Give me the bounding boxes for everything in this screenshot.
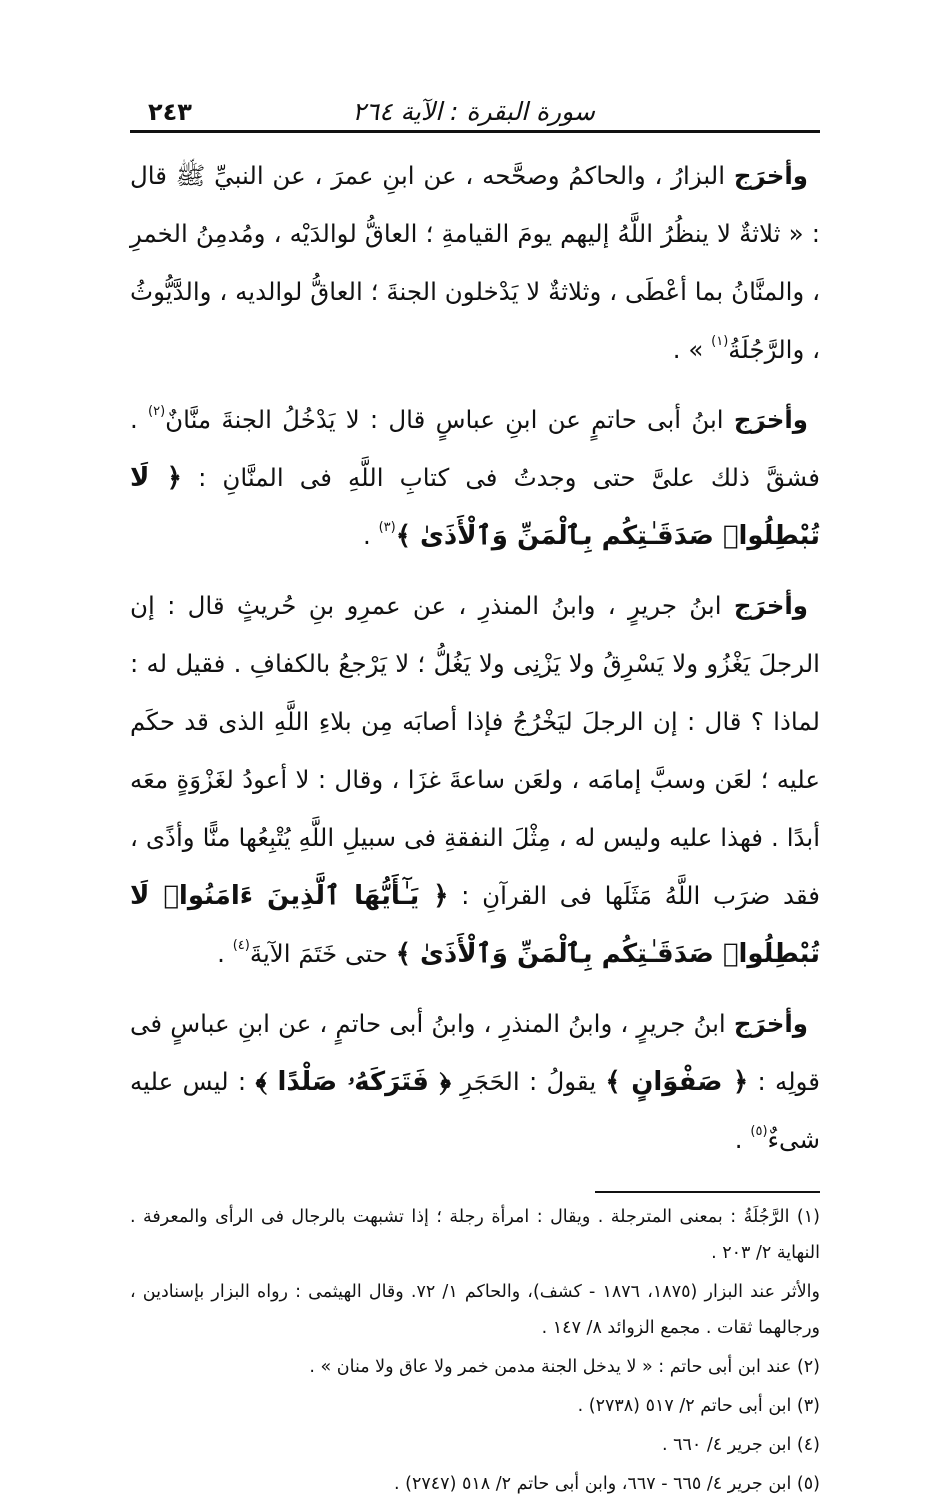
paragraph-tail: . bbox=[734, 1125, 751, 1154]
paragraph-text: ابنُ جريرٍ ، وابنُ المنذرِ ، عن عمرِو بنِ حُريثٍ قال : إن الرجلَ يَغْزُو ولا يَسْرِقُ ولا يَزْنِى ولا يَغُلُّ ؛ لا يَرْجعُ بالكفافِ . فقيل له : لماذا ؟ قال : إن الرجلَ ليَخْرُجُ فإذا أصابَه مِن بلاءِ اللَّهِ الذى قد حكَم عليه ؛ لعَن وسبَّ إمامَه ، ولعَن ساعةَ غزَا ، وقال : لا أعودُ لغَزْوَةٍ معَه أبدًا . فهذا عليه وليس له ، مِثْلَ النفقةِ فى سبيلِ اللَّهِ يُتْبِعُها منًّا وأذًى ، فقد ضرَب اللَّهُ مَثَلَها فى القرآنِ : bbox=[130, 591, 821, 910]
paragraph-text: ابنُ جريرٍ ، وابنُ المنذرِ ، وابنُ أبى حاتمٍ ، عن ابنِ عباسٍ فى قولِه : bbox=[130, 1009, 820, 1096]
quran-quote: ﴿ لَا تُبْطِلُوا۟ صَدَقَـٰتِكُم بِٱلْمَنِّ وَٱلْأَذَىٰ ﴾ bbox=[130, 463, 820, 551]
quran-quote: ﴿ يَـٰٓأَيُّهَا ٱلَّذِينَ ءَامَنُوا۟ لَا تُبْطِلُوا۟ صَدَقَـٰتِكُم بِٱلْمَنِّ وَٱلْأَذَىٰ ﴾ bbox=[130, 881, 820, 969]
page-number: ٢٤٣ bbox=[148, 98, 192, 126]
paragraph-text-mid: يقولُ : الحَجَرِ bbox=[450, 1067, 606, 1096]
footnotes bbox=[130, 1199, 820, 1502]
paragraph-lead: وأخرَج bbox=[733, 405, 808, 434]
surah-title: سورة البقرة : الآية ٢٦٤ bbox=[352, 97, 595, 126]
footnote-2: (٢) عند ابن أبى حاتم : « لا يدخل الجنة مدمن خمر ولا عاق ولا منان » . bbox=[309, 1357, 820, 1377]
footnote-ref-5: (٥) bbox=[750, 1124, 768, 1139]
paragraph-text: ابنُ أبى حاتمٍ عن ابنِ عباسٍ قال : لا يَدْخُلُ الجنةَ منَّانٌ bbox=[165, 405, 734, 434]
footnote-ref-4: (٤) bbox=[232, 938, 250, 953]
paragraph-lead: وأخرَج bbox=[733, 591, 808, 620]
paragraph-4 bbox=[130, 995, 820, 1169]
paragraph-lead: وأخرَج bbox=[733, 161, 808, 190]
quran-quote-2: ﴿ فَتَرَكَهُۥ صَلْدًا ﴾ bbox=[255, 1067, 451, 1097]
footnote-1-continued: والأثر عند البزار (١٨٧٥، ١٨٧٦ - كشف)، والحاكم ١/ ٧٢. وقال الهيثمى : رواه البزار بإسنادين ، ورجالهما ثقات . مجمع الزوائد ٨/ ١٤٧ . bbox=[130, 1282, 820, 1338]
paragraph-2 bbox=[130, 391, 820, 565]
paragraph-lead: وأخرَج bbox=[733, 1009, 808, 1038]
running-header bbox=[130, 78, 820, 126]
footnote-3: (٣) ابن أبى حاتم ٢/ ٥١٧ (٢٧٣٨) . bbox=[577, 1396, 820, 1416]
paragraph-text: البزارُ ، والحاكمُ وصحَّحه ، عن ابنِ عمرَ ، عن النبيِّ ﷺ قال : « ثلاثةٌ لا ينظُرُ اللَّهُ إليهم يومَ القيامةِ ؛ العاقُّ لوالدَيْه ، ومُدمِنُ الخمرِ ، والمنَّانُ بما أعْطَى ، وثلاثةٌ لا يَدْخلون الجنةَ ؛ العاقُّ لوالديه ، والدَّيُّوثُ ، والرَّجُلَةُ bbox=[130, 161, 820, 364]
paragraph-tail: . bbox=[363, 521, 379, 550]
paragraph-text-mid-2: : ليس عليه شىءٌ bbox=[130, 1067, 820, 1154]
page bbox=[130, 78, 820, 1505]
paragraph-text-mid: حتى خَتَمَ الآيةَ bbox=[249, 939, 396, 968]
paragraph-tail: » . bbox=[672, 335, 712, 364]
footnote-4: (٤) ابن جرير ٤/ ٦٦٠ . bbox=[661, 1435, 820, 1455]
footnote-ref-3: (٣) bbox=[378, 520, 396, 535]
footnote-1: (١) الرَّجُلَةُ : بمعنى المترجلة . ويقال : امرأة رجلة ؛ إذا تشبهت بالرجال فى الرأى والمعرفة . النهاية ٢/ ٢٠٣ . bbox=[130, 1207, 820, 1263]
paragraph-tail: . bbox=[217, 939, 233, 968]
paragraph-text-mid: . فشقَّ ذلك علىَّ حتى وجدتُ فى كتابِ اللَّهِ فى المنَّانِ : bbox=[130, 405, 821, 492]
paragraph-1 bbox=[130, 147, 820, 379]
footnote-separator bbox=[595, 1191, 820, 1193]
footnote-5: (٥) ابن جرير ٤/ ٦٦٥ - ٦٦٧، وابن أبى حاتم ٢/ ٥١٨ (٢٧٤٧) . bbox=[394, 1474, 820, 1494]
quran-quote: ﴿ صَفْوَانٍ ﴾ bbox=[605, 1067, 749, 1097]
footnote-ref-1: (١) bbox=[711, 334, 729, 349]
footnote-ref-2: (٢) bbox=[148, 404, 166, 419]
header-rule bbox=[130, 130, 820, 133]
main-text bbox=[130, 147, 820, 1169]
paragraph-3 bbox=[130, 577, 820, 983]
